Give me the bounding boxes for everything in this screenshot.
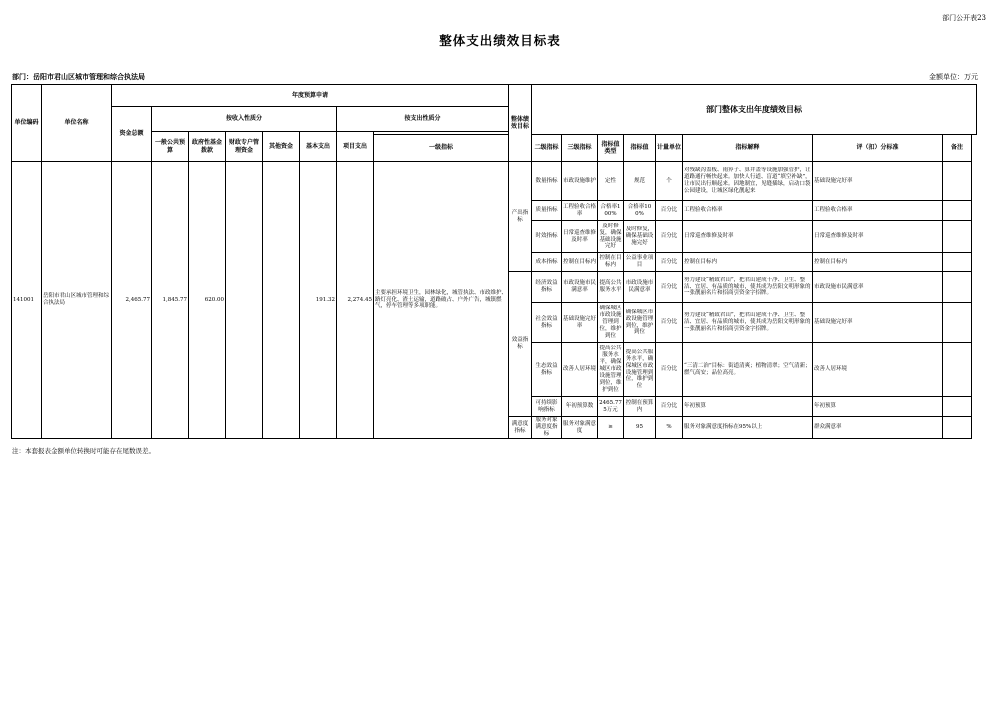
header-value-type: 指标值类型 [598,135,624,162]
explain-cell: 努力建设“精致君山”，把君山建成干净、卫生、整洁、宜居、有品质的城市，使其成为岳阳文明形象的一张靓丽名片和招商引资金字招牌。 [683,303,813,343]
level2-cell: 经济效益指标 [532,272,562,303]
value-type-cell: 合格率100% [598,201,624,221]
value-cell: 公益事业项目 [624,253,656,272]
header-by-income: 按收入性质分 [152,107,337,132]
remark-cell [943,272,972,303]
value-type-cell: 2465.775万元 [598,397,624,417]
header-project-expense: 项目支出 [337,132,374,162]
measure-unit-cell: 百分比 [656,272,683,303]
header-basic-expense: 基本支出 [300,132,337,162]
remark-cell [943,253,972,272]
value-type-cell: 提高公共服务水平，确保城区市政设施管理到位，维护到位 [598,343,624,397]
measure-unit-cell: 百分比 [656,397,683,417]
level2-cell: 社会效益指标 [532,303,562,343]
amount-unit-label: 金额单位：万元 [929,73,978,81]
value-cell: 合格率100% [624,201,656,221]
explain-cell: 控制在目标内 [683,253,813,272]
header-level1: 一级指标 [374,135,509,162]
scoring-cell: 日常巡查维修及时率 [813,221,943,253]
level1-effect-cell: 效益指标 [509,272,532,417]
value-type-cell: 确保城区市政设施管理到位，维护到位 [598,303,624,343]
page-title: 整体支出绩效目标表 [439,33,561,48]
value-type-cell: 及时修复，确保基础设施完好 [598,221,624,253]
scoring-cell: 年初预算 [813,397,943,417]
explain-cell: 年初预算 [683,397,813,417]
header-explain: 指标解释 [683,135,813,162]
value-cell: 确保城区市政设施管理到位，维护到位 [624,303,656,343]
value-cell: 市政设施市民满意率 [624,272,656,303]
total-amount-cell: 2,465.77 [112,162,152,439]
other-funds-cell [263,162,300,439]
measure-unit-cell: 百分比 [656,303,683,343]
header-unit-name: 单位名称 [42,85,112,162]
level2-cell: 时效指标 [532,221,562,253]
unit-code-cell: 141001 [12,162,42,439]
scoring-cell: 市政设施市民满意率 [813,272,943,303]
level3-cell: 控制在目标内 [562,253,598,272]
level1-satisfaction-cell: 满意度指标 [509,417,532,439]
measure-unit-cell: 百分比 [656,221,683,253]
footnote: 注：本套报表金额单位转换时可能存在尾数误差。 [12,447,155,455]
level3-cell: 市政设施维护 [562,162,598,201]
header-value: 指标值 [624,135,656,162]
header-overall-goal: 整体绩效目标 [509,85,532,162]
remark-cell [943,397,972,417]
header-scoring: 评（扣）分标准 [813,135,943,162]
scoring-cell: 工程验收合格率 [813,201,943,221]
header-total: 资金总额 [112,107,152,162]
value-cell: 提高公共服务水平，确保城区市政设施管理到位，维护到位 [624,343,656,397]
explain-cell: “三清二治”目标：街道清爽；植物清翠；空气清新；燃气高安；品位高亮。 [683,343,813,397]
explain-cell: 努力建设“精致君山”，把君山建成干净、卫生、整洁、宜居、有品质的城市，使其成为岳阳文明形象的一张靓丽名片和招商引资金字招牌。 [683,272,813,303]
header-unit-code: 单位编码 [12,85,42,162]
level3-cell: 年初预算数 [562,397,598,417]
header-other-funds: 其他资金 [263,132,300,162]
value-type-cell: 控制在目标内 [598,253,624,272]
remark-cell [943,343,972,397]
level3-cell: 服务对象满意度 [562,417,598,439]
value-cell: 控制在预算内 [624,397,656,417]
level2-cell: 可持续影响指标 [532,397,562,417]
measure-unit-cell: 百分比 [656,253,683,272]
level2-cell: 数量指标 [532,162,562,201]
value-type-cell: ≥ [598,417,624,439]
remark-cell [943,417,972,439]
explain-cell: 日常巡查维修及时率 [683,221,813,253]
page-number: 部门公开表23 [942,14,986,22]
department-label: 部门：岳阳市君山区城市管理和综合执法局 [12,73,145,81]
remark-cell [943,221,972,253]
value-type-cell: 定性 [598,162,624,201]
explain-cell: 对残缺沟盖板、雨箅子、算井盖等设施加强管护，让道路通行畅快起来。加快人行道、盲道“填空补缺”，让市民出行顺起来。因地制宜，见缝插绿，启动口袋公园建设，让城区绿化靓起来 [683,162,813,201]
level3-cell: 市政设施市民满意率 [562,272,598,303]
remark-cell [943,201,972,221]
level2-cell: 质量指标 [532,201,562,221]
scoring-cell: 基础设施完好率 [813,303,943,343]
value-cell: 规范 [624,162,656,201]
fiscal-special-cell [226,162,263,439]
level2-cell: 成本指标 [532,253,562,272]
measure-unit-cell: 个 [656,162,683,201]
header-measure-unit: 计量单位 [656,135,683,162]
overall-goal-cell: 主要承担环境卫生，园林绿化，城管执法、市政维护、路灯亮化、渣土运输，道路破占、户外广告，城镇燃气，停车管理等多项职能。 [374,162,509,439]
value-cell: 95 [624,417,656,439]
level3-cell: 基础设施完好率 [562,303,598,343]
level3-cell: 工程验收合格率 [562,201,598,221]
project-expense-cell: 2,274.45 [337,162,374,439]
remark-cell [943,303,972,343]
level3-cell: 日常巡查维修及时率 [562,221,598,253]
explain-cell: 服务对象满意度指标在95%以上 [683,417,813,439]
basic-expense-cell: 191.32 [300,162,337,439]
value-cell: 及时修复，确保基础设施完好 [624,221,656,253]
header-level3: 三级指标 [562,135,598,162]
header-fiscal-special: 财政专户管理资金 [226,132,263,162]
scoring-cell: 群众满意率 [813,417,943,439]
scoring-cell: 改善人居环境 [813,343,943,397]
explain-cell: 工程验收合格率 [683,201,813,221]
level2-cell: 服务对象满意度指标 [532,417,562,439]
header-annual-goal: 部门整体支出年度绩效目标 [532,85,977,135]
remark-cell [943,162,972,201]
general-budget-cell: 1,845.77 [152,162,189,439]
header-by-expense: 按支出性质分 [337,107,509,132]
level3-cell: 改善人居环境 [562,343,598,397]
value-type-cell: 提高公共服务水平 [598,272,624,303]
scoring-cell: 基础设施完好率 [813,162,943,201]
measure-unit-cell: 百分比 [656,201,683,221]
level2-cell: 生态效益指标 [532,343,562,397]
gov-fund-cell: 620.00 [189,162,226,439]
header-budget-apply: 年度预算申请 [112,85,509,107]
performance-table [11,84,977,439]
level1-output-cell: 产出指标 [509,162,532,272]
measure-unit-cell: % [656,417,683,439]
header-gov-fund: 政府性基金拨款 [189,132,226,162]
scoring-cell: 控制在目标内 [813,253,943,272]
header-general-budget: 一般公共预算 [152,132,189,162]
measure-unit-cell: 百分比 [656,343,683,397]
header-level2: 二级指标 [532,135,562,162]
header-remark: 备注 [943,135,972,162]
unit-name-cell: 岳阳市君山区城市管理和综合执法局 [42,162,112,439]
